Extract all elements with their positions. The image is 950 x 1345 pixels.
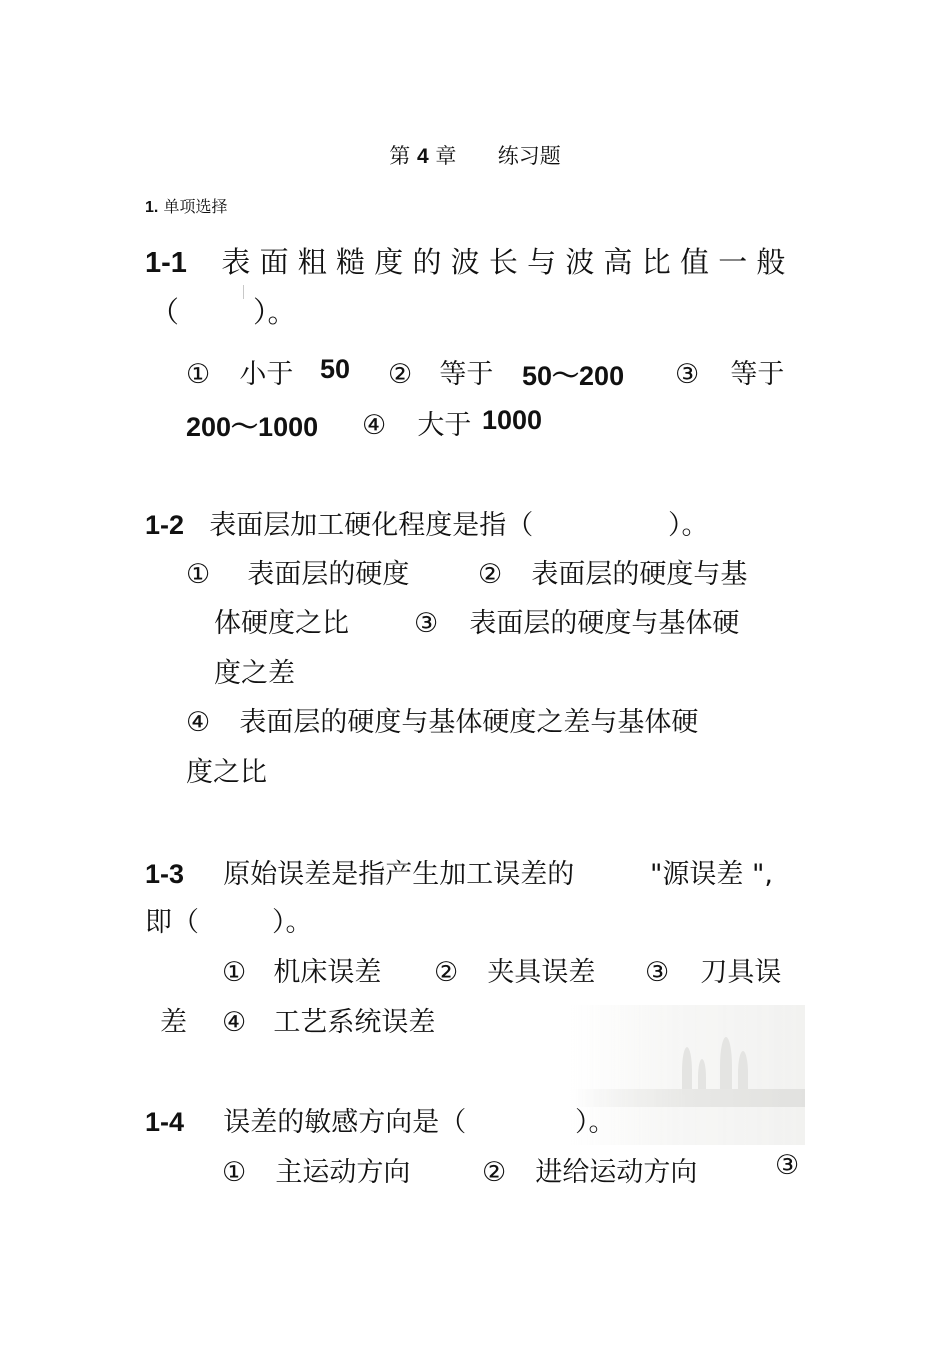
question-stem: 表面层加工硬化程度是指（ bbox=[209, 510, 534, 541]
option-1-2-a bbox=[186, 552, 409, 591]
option-text: 表面层的硬度与基体硬度之差与基体硬 bbox=[239, 707, 699, 738]
question-1-4-stem-line bbox=[145, 1100, 466, 1139]
option-text: 小于 bbox=[239, 359, 294, 390]
option-text-continued: 度之比 bbox=[186, 757, 267, 788]
option-text-continued: 度之差 bbox=[214, 658, 295, 689]
option-marker: ④ bbox=[186, 707, 211, 738]
question-stem: 误差的敏感方向是（ bbox=[223, 1107, 467, 1138]
chapter-prefix: 第 bbox=[389, 144, 411, 168]
option-marker: ① bbox=[186, 559, 211, 590]
option-text-continued: 差 bbox=[160, 1007, 187, 1038]
option-marker: ③ bbox=[645, 957, 670, 988]
question-stem: 原始误差是指产生加工误差的 bbox=[223, 859, 575, 890]
option-value: 50 bbox=[320, 354, 351, 384]
question-number: 1-4 bbox=[145, 1107, 185, 1137]
question-number: 1-3 bbox=[145, 859, 185, 889]
option-1-1-d bbox=[362, 403, 471, 442]
option-marker: ① bbox=[222, 957, 247, 988]
option-value: 50～200 bbox=[522, 361, 625, 391]
option-text: 进给运动方向 bbox=[535, 1157, 698, 1188]
option-1-2-b bbox=[478, 552, 747, 591]
section-heading bbox=[145, 194, 227, 217]
option-marker: ③ bbox=[414, 608, 439, 639]
option-text: 表面层的硬度与基 bbox=[531, 559, 748, 590]
option-text: 机床误差 bbox=[273, 957, 382, 988]
option-1-1-c bbox=[675, 352, 784, 391]
option-marker: ④ bbox=[362, 410, 387, 441]
question-number: 1-2 bbox=[145, 510, 185, 540]
question-1-3-quote: "源误差 ", bbox=[650, 859, 774, 890]
option-marker: ① bbox=[186, 359, 211, 390]
option-text: 主运动方向 bbox=[275, 1157, 411, 1188]
option-text: 夹具误差 bbox=[487, 957, 596, 988]
option-1-3-a bbox=[222, 950, 381, 989]
option-marker: ③ bbox=[675, 359, 700, 390]
option-1-3-c bbox=[645, 950, 781, 989]
option-marker: ② bbox=[482, 1157, 507, 1188]
question-1-2-blank-close: ）。 bbox=[668, 510, 709, 541]
faint-mark bbox=[243, 285, 244, 299]
question-1-3-line2: 即（ bbox=[145, 907, 199, 938]
option-1-1-a bbox=[186, 352, 293, 391]
option-1-1-b bbox=[388, 352, 493, 391]
question-1-1-stem-line bbox=[145, 240, 785, 281]
option-text: 表面层的硬度与基体硬 bbox=[469, 608, 740, 639]
question-1-3-stem-line bbox=[145, 852, 574, 891]
option-marker: ② bbox=[478, 559, 503, 590]
option-text: 等于 bbox=[439, 359, 494, 390]
section-title: 单项选择 bbox=[163, 197, 228, 216]
option-text: 等于 bbox=[730, 359, 785, 390]
option-value: 1000 bbox=[482, 405, 543, 435]
option-text: 工艺系统误差 bbox=[273, 1007, 436, 1038]
question-1-1-blank-open: （ bbox=[150, 295, 180, 329]
option-1-3-b bbox=[434, 950, 595, 989]
option-1-4-c-marker: ③ bbox=[775, 1150, 800, 1181]
option-1-3-d bbox=[222, 1000, 435, 1039]
question-stem: 表 面 粗 糙 度 的 波 长 与 波 高 比 值 一 般 bbox=[221, 245, 786, 279]
option-1-4-a bbox=[222, 1150, 410, 1189]
option-1-4-b bbox=[482, 1150, 697, 1189]
question-number: 1-1 bbox=[145, 247, 187, 279]
option-marker: ④ bbox=[222, 1007, 247, 1038]
option-marker: ② bbox=[388, 359, 413, 390]
question-1-4-blank-close: ）。 bbox=[575, 1107, 616, 1138]
option-marker: ① bbox=[222, 1157, 247, 1188]
chapter-suffix: 章 bbox=[435, 144, 457, 168]
option-1-2-c bbox=[414, 601, 739, 640]
question-1-1-blank-close: ）。 bbox=[253, 295, 297, 329]
section-number: 1. bbox=[145, 199, 159, 216]
chapter-number: 4 bbox=[416, 145, 429, 168]
option-text: 大于 bbox=[417, 410, 472, 441]
option-text: 表面层的硬度 bbox=[247, 559, 410, 590]
option-marker: ② bbox=[434, 957, 459, 988]
question-1-3-blank-close: ）。 bbox=[272, 907, 313, 938]
option-text: 刀具误 bbox=[700, 957, 782, 988]
option-value: 200～1000 bbox=[186, 412, 319, 442]
chapter-title bbox=[0, 140, 950, 170]
option-text-continued: 体硬度之比 bbox=[214, 608, 349, 639]
option-1-2-d bbox=[186, 700, 698, 739]
chapter-title-text: 练习题 bbox=[497, 144, 561, 168]
question-1-2-stem-line bbox=[145, 503, 533, 542]
